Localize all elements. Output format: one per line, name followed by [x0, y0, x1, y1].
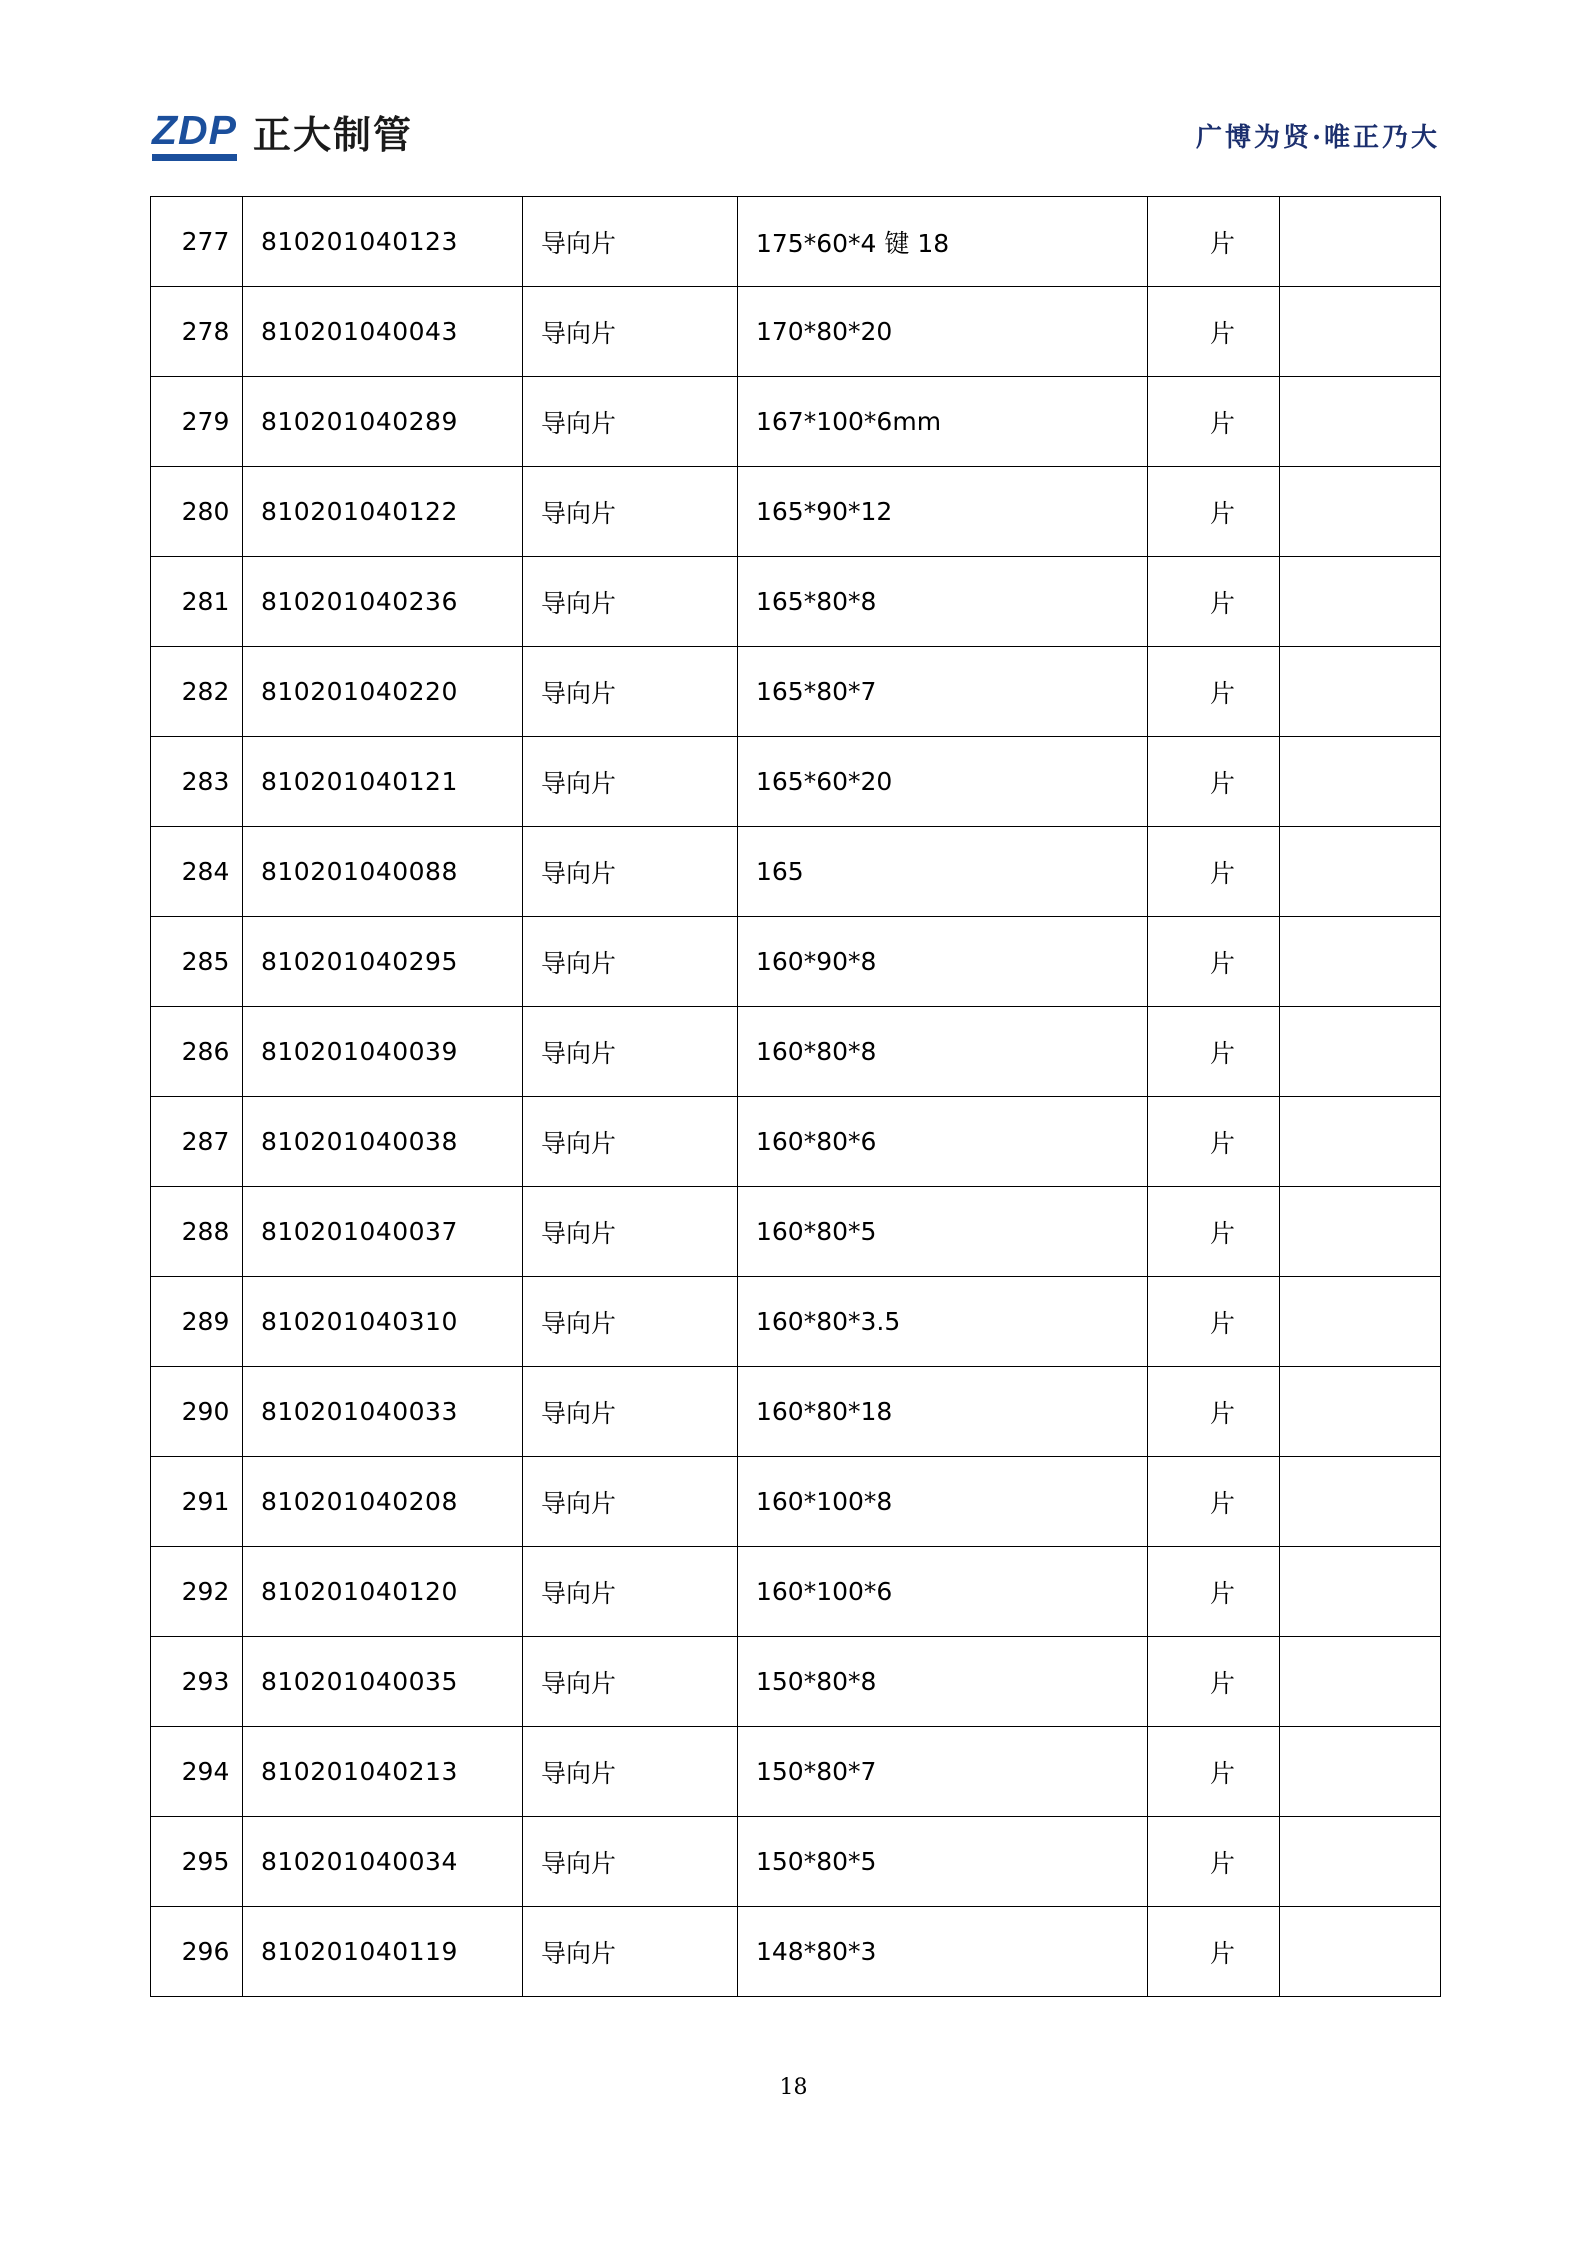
material-name: 导向片	[523, 287, 738, 377]
table-row	[151, 287, 1441, 377]
table-row	[151, 737, 1441, 827]
table-row	[151, 647, 1441, 737]
material-name: 导向片	[523, 1727, 738, 1817]
material-code: 810201040034	[243, 1817, 523, 1907]
material-name: 导向片	[523, 917, 738, 1007]
material-unit: 片	[1148, 827, 1280, 917]
material-code: 810201040213	[243, 1727, 523, 1817]
row-index: 289	[151, 1277, 243, 1367]
page-header	[150, 100, 1440, 170]
material-code: 810201040289	[243, 377, 523, 467]
table-row	[151, 1637, 1441, 1727]
material-name: 导向片	[523, 197, 738, 287]
parts-table	[150, 196, 1441, 1997]
table-row	[151, 1457, 1441, 1547]
material-spec: 160*80*18	[738, 1367, 1148, 1457]
material-name: 导向片	[523, 1277, 738, 1367]
material-spec: 170*80*20	[738, 287, 1148, 377]
material-name: 导向片	[523, 557, 738, 647]
material-unit: 片	[1148, 1097, 1280, 1187]
logo-letters: ZDP	[152, 106, 237, 153]
material-spec: 165*80*7	[738, 647, 1148, 737]
material-code: 810201040033	[243, 1367, 523, 1457]
parts-table-container	[150, 196, 1440, 1997]
material-code: 810201040220	[243, 647, 523, 737]
material-spec: 150*80*7	[738, 1727, 1148, 1817]
material-unit: 片	[1148, 377, 1280, 467]
material-qty	[1280, 1727, 1441, 1817]
material-name: 导向片	[523, 1007, 738, 1097]
material-qty	[1280, 647, 1441, 737]
material-unit: 片	[1148, 1187, 1280, 1277]
material-code: 810201040310	[243, 1277, 523, 1367]
row-index: 292	[151, 1547, 243, 1637]
material-unit: 片	[1148, 1637, 1280, 1727]
material-qty	[1280, 1547, 1441, 1637]
table-row	[151, 557, 1441, 647]
material-unit: 片	[1148, 467, 1280, 557]
material-qty	[1280, 197, 1441, 287]
page-number: 18	[779, 2075, 808, 2100]
material-qty	[1280, 377, 1441, 467]
table-row	[151, 827, 1441, 917]
material-qty	[1280, 467, 1441, 557]
material-qty	[1280, 1457, 1441, 1547]
material-qty	[1280, 1007, 1441, 1097]
material-qty	[1280, 1817, 1441, 1907]
row-index: 281	[151, 557, 243, 647]
table-row	[151, 197, 1441, 287]
table-row	[151, 1547, 1441, 1637]
material-spec: 150*80*5	[738, 1817, 1148, 1907]
material-spec: 165	[738, 827, 1148, 917]
row-index: 296	[151, 1907, 243, 1997]
material-code: 810201040037	[243, 1187, 523, 1277]
row-index: 288	[151, 1187, 243, 1277]
table-row	[151, 1277, 1441, 1367]
row-index: 291	[151, 1457, 243, 1547]
material-qty	[1280, 1907, 1441, 1997]
material-name: 导向片	[523, 1547, 738, 1637]
material-qty	[1280, 737, 1441, 827]
material-unit: 片	[1148, 1907, 1280, 1997]
row-index: 278	[151, 287, 243, 377]
row-index: 282	[151, 647, 243, 737]
material-qty	[1280, 827, 1441, 917]
material-code: 810201040236	[243, 557, 523, 647]
material-name: 导向片	[523, 737, 738, 827]
material-qty	[1280, 1637, 1441, 1727]
material-code: 810201040039	[243, 1007, 523, 1097]
material-code: 810201040088	[243, 827, 523, 917]
material-unit: 片	[1148, 287, 1280, 377]
row-index: 283	[151, 737, 243, 827]
material-name: 导向片	[523, 1637, 738, 1727]
material-unit: 片	[1148, 1457, 1280, 1547]
row-index: 287	[151, 1097, 243, 1187]
table-row	[151, 1007, 1441, 1097]
company-slogan: 广博为贤·唯正乃大	[1195, 122, 1440, 153]
material-qty	[1280, 557, 1441, 647]
material-name: 导向片	[523, 647, 738, 737]
material-qty	[1280, 1097, 1441, 1187]
material-code: 810201040035	[243, 1637, 523, 1727]
table-row	[151, 1907, 1441, 1997]
material-name: 导向片	[523, 827, 738, 917]
material-unit: 片	[1148, 917, 1280, 1007]
table-row	[151, 377, 1441, 467]
row-index: 286	[151, 1007, 243, 1097]
material-unit: 片	[1148, 197, 1280, 287]
row-index: 280	[151, 467, 243, 557]
zdp-logo-icon	[150, 106, 239, 157]
material-spec: 167*100*6mm	[738, 377, 1148, 467]
material-code: 810201040122	[243, 467, 523, 557]
material-qty	[1280, 1367, 1441, 1457]
material-name: 导向片	[523, 1907, 738, 1997]
material-spec: 160*80*3.5	[738, 1277, 1148, 1367]
material-spec: 148*80*3	[738, 1907, 1148, 1997]
material-name: 导向片	[523, 1187, 738, 1277]
material-spec: 160*100*8	[738, 1457, 1148, 1547]
material-unit: 片	[1148, 557, 1280, 647]
material-qty	[1280, 1187, 1441, 1277]
material-qty	[1280, 1277, 1441, 1367]
company-name: 正大制管	[253, 113, 414, 157]
material-unit: 片	[1148, 737, 1280, 827]
material-name: 导向片	[523, 1457, 738, 1547]
material-name: 导向片	[523, 1817, 738, 1907]
material-code: 810201040123	[243, 197, 523, 287]
row-index: 284	[151, 827, 243, 917]
row-index: 290	[151, 1367, 243, 1457]
material-code: 810201040295	[243, 917, 523, 1007]
material-spec: 160*80*5	[738, 1187, 1148, 1277]
material-spec: 160*80*8	[738, 1007, 1148, 1097]
table-row	[151, 1187, 1441, 1277]
material-name: 导向片	[523, 1097, 738, 1187]
material-name: 导向片	[523, 1367, 738, 1457]
material-unit: 片	[1148, 1007, 1280, 1097]
row-index: 285	[151, 917, 243, 1007]
company-logo	[150, 106, 414, 157]
material-unit: 片	[1148, 1547, 1280, 1637]
table-row	[151, 467, 1441, 557]
material-unit: 片	[1148, 647, 1280, 737]
material-spec: 160*100*6	[738, 1547, 1148, 1637]
material-spec: 165*90*12	[738, 467, 1148, 557]
table-row	[151, 1727, 1441, 1817]
row-index: 293	[151, 1637, 243, 1727]
material-name: 导向片	[523, 467, 738, 557]
material-spec: 160*90*8	[738, 917, 1148, 1007]
material-spec: 165*60*20	[738, 737, 1148, 827]
row-index: 279	[151, 377, 243, 467]
material-name: 导向片	[523, 377, 738, 467]
material-qty	[1280, 287, 1441, 377]
material-spec: 175*60*4 键 18	[738, 197, 1148, 287]
table-row	[151, 1817, 1441, 1907]
row-index: 295	[151, 1817, 243, 1907]
material-code: 810201040038	[243, 1097, 523, 1187]
material-spec: 165*80*8	[738, 557, 1148, 647]
table-row	[151, 917, 1441, 1007]
material-code: 810201040120	[243, 1547, 523, 1637]
table-row	[151, 1097, 1441, 1187]
material-unit: 片	[1148, 1367, 1280, 1457]
material-spec: 160*80*6	[738, 1097, 1148, 1187]
material-code: 810201040119	[243, 1907, 523, 1997]
table-row	[151, 1367, 1441, 1457]
material-code: 810201040043	[243, 287, 523, 377]
row-index: 294	[151, 1727, 243, 1817]
material-code: 810201040121	[243, 737, 523, 827]
material-unit: 片	[1148, 1727, 1280, 1817]
material-unit: 片	[1148, 1817, 1280, 1907]
material-qty	[1280, 917, 1441, 1007]
logo-underbar	[152, 154, 237, 161]
row-index: 277	[151, 197, 243, 287]
material-code: 810201040208	[243, 1457, 523, 1547]
material-unit: 片	[1148, 1277, 1280, 1367]
material-spec: 150*80*8	[738, 1637, 1148, 1727]
